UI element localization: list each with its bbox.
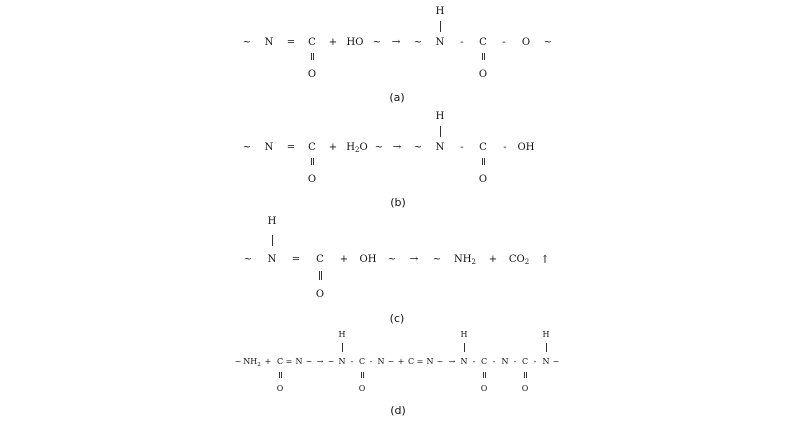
atom-n: N [460,357,468,366]
atom-n: N [426,357,434,366]
amine-group: $NH_2$ [243,357,261,368]
atom-o: O [478,69,488,80]
hydroxyl-group: OH [517,142,535,153]
atom-o: O [358,384,366,393]
carbonyl-double-bond [524,372,527,378]
single-bond: - [492,357,496,366]
atom-o: O [480,384,488,393]
tilde: ~ [413,142,423,153]
atom-h: H [435,111,445,122]
atom-c: C [521,357,529,366]
tilde: ~ [387,254,397,265]
atom-c: C [308,142,316,153]
tilde: ~ [436,357,444,366]
plus-sign: + [488,254,498,265]
single-bond [440,21,441,32]
single-bond [440,126,441,137]
plus-sign: + [328,142,338,153]
single-bond: - [369,357,373,366]
tilde: ~ [387,357,395,366]
atom-h: H [542,330,550,339]
tilde: ~ [242,37,252,48]
atom-n: N [542,357,550,366]
atom-c: C [358,357,366,366]
single-bond [464,343,465,352]
atom-n: N [338,357,346,366]
single-bond [272,235,273,246]
reaction-label-a: (a) [389,91,405,104]
tilde: ~ [413,37,423,48]
atom-n: N [267,254,277,265]
atom-n: N [295,357,303,366]
single-bond: - [460,37,464,48]
single-bond [342,343,343,352]
tilde: ~ [234,357,242,366]
atom-n: N [377,357,385,366]
atom-c: C [316,254,324,265]
carbonyl-double-bond [311,158,314,165]
atom-o: O [521,384,529,393]
atom-n: N [264,142,274,153]
single-bond: - [460,142,464,153]
atom-c: C [308,37,316,48]
atom-o: O [307,69,317,80]
reaction-arrow: → [448,357,456,366]
single-bond [546,343,547,352]
hydroxyl-group: OH [359,254,377,265]
tilde: ~ [552,357,560,366]
double-bond: = [286,142,296,153]
atom-o: O [478,174,488,185]
double-bond: = [416,357,424,366]
plus-sign: + [397,357,405,366]
tilde: ~ [242,142,252,153]
water-molecule: $H_2O$ [346,142,368,154]
double-bond: = [285,357,293,366]
single-bond: - [502,37,506,48]
carbonyl-double-bond [311,53,314,60]
carbonyl-double-bond [279,372,282,378]
single-bond: - [350,357,354,366]
atom-o: O [307,174,317,185]
carbonyl-double-bond [319,271,322,280]
single-bond: - [503,142,507,153]
tilde: ~ [432,254,442,265]
tilde: ~ [372,37,382,48]
atom-o: O [315,289,325,300]
atom-o: O [521,37,531,48]
tilde: ~ [543,37,553,48]
atom-n: N [501,357,509,366]
atom-h: H [460,330,468,339]
atom-h: H [435,6,445,17]
atom-c: C [479,142,487,153]
carbonyl-double-bond [483,372,486,378]
reaction-arrow: → [316,357,324,366]
carbonyl-double-bond [482,158,485,165]
tilde: ~ [374,142,384,153]
single-bond: - [513,357,517,366]
amine-group: $NH_2$ [454,254,476,266]
atom-c: C [479,37,487,48]
double-bond: = [291,254,301,265]
single-bond: - [472,357,476,366]
atom-c: C [276,357,284,366]
atom-n: N [435,142,445,153]
tilde: ~ [305,357,313,366]
reaction-label-b: (b) [390,196,406,209]
atom-h: H [338,330,346,339]
carbonyl-double-bond [361,372,364,378]
atom-c: C [480,357,488,366]
atom-n: N [435,37,445,48]
atom-h: H [267,216,277,227]
hydroxyl-group: HO [346,37,364,48]
reaction-label-c: (c) [389,312,405,325]
double-bond: = [286,37,296,48]
plus-sign: + [339,254,349,265]
tilde: ~ [243,254,253,265]
atom-o: O [276,384,284,393]
reaction-arrow: → [391,36,401,48]
carbon-dioxide: $CO_2$ [508,254,530,266]
atom-c: C [407,357,415,366]
gas-evolution-arrow: ↑ [540,253,550,266]
carbonyl-double-bond [482,53,485,60]
tilde: ~ [327,357,335,366]
plus-sign: + [328,37,338,48]
plus-sign: + [264,357,272,366]
reaction-arrow: → [409,253,419,265]
atom-n: N [264,37,274,48]
reaction-arrow: → [392,141,402,153]
single-bond: - [533,357,537,366]
reaction-label-d: (d) [390,404,406,417]
